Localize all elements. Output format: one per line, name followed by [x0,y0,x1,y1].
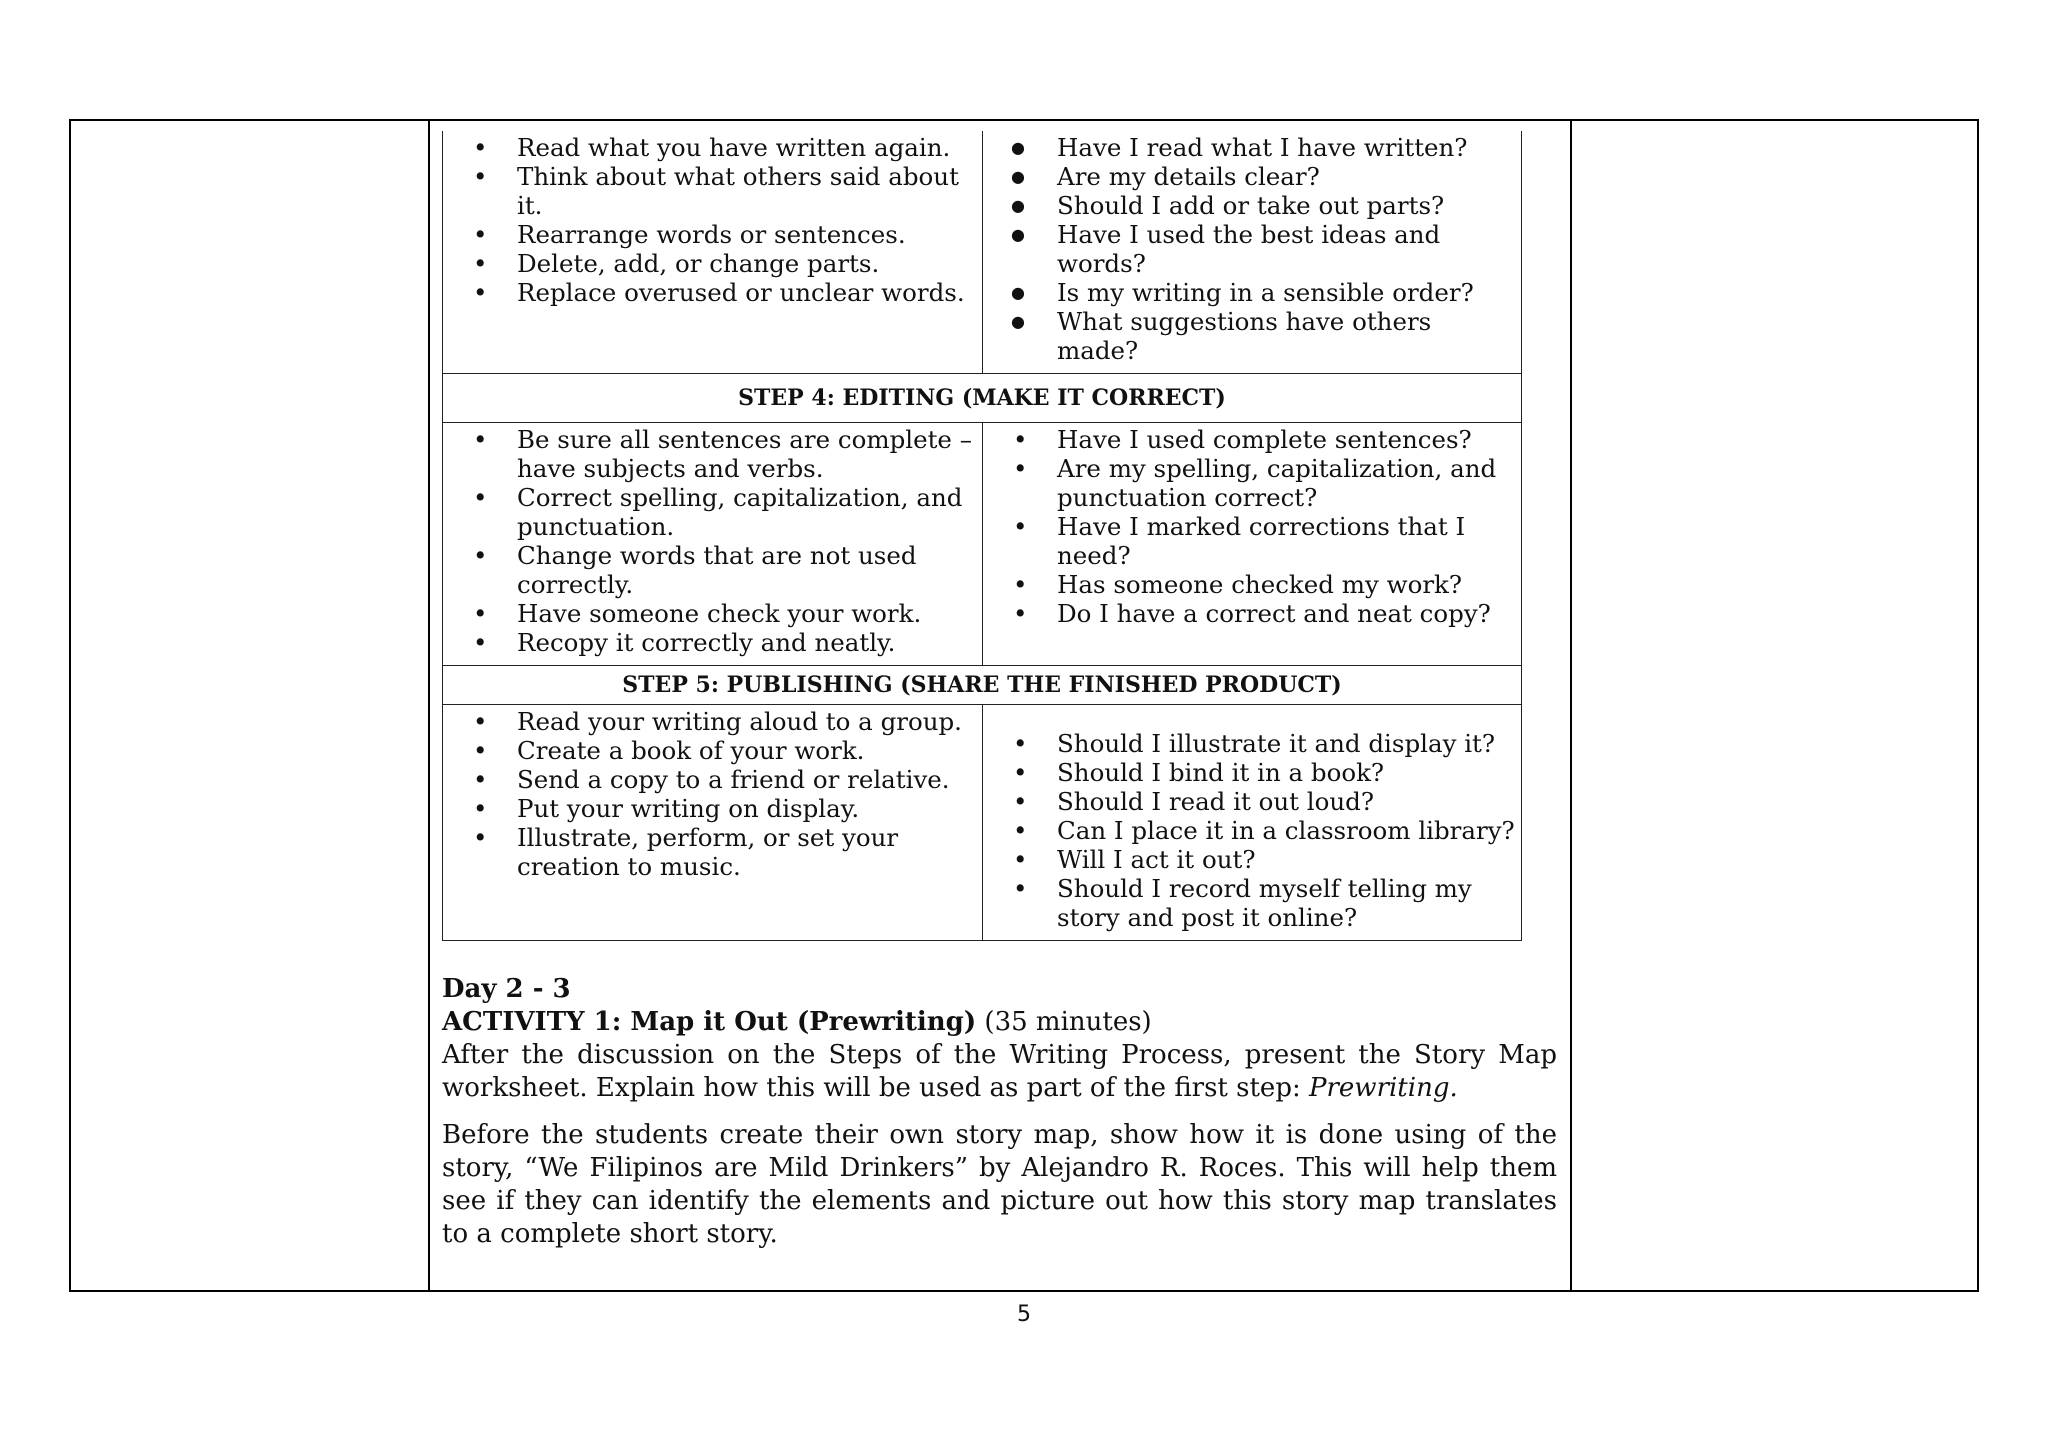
list-item: • Will I act it out? [1057,845,1515,874]
revising-questions-list [989,133,1515,365]
list-item: • Read your writing aloud to a group. [517,707,976,736]
list-item: • Should I read it out loud? [1057,787,1515,816]
revising-tasks-cell [443,131,983,374]
list-item: • Do I have a correct and neat copy? [1057,599,1515,628]
list-item: ● Have I used the best ideas and words? [1057,220,1515,278]
paragraph-1-emphasis: Prewriting. [1309,1073,1458,1103]
main-column [430,121,1572,1290]
editing-questions-list [989,425,1515,628]
list-item: • Have I used complete sentences? [1057,425,1515,454]
page-number: 5 [1017,1302,1031,1327]
right-column [1572,121,1977,1290]
editing-tasks-list [449,425,976,657]
revising-questions-cell [983,131,1522,374]
paragraph-1-text: After the discussion on the Steps of the Writing Process, present the Story Map worksheet. Explain how this will be used as part of the first step: [442,1040,1557,1103]
list-item: • Delete, add, or change parts. [517,249,976,278]
activity-paragraph-2: Before the students create their own story map, show how it is done using of the story, “We Filipinos are Mild Drinkers” by Alejandro R. Roces. This will help them see if they can identify the elements and picture out how this story map translates to a complete short story. [442,1120,1557,1249]
lesson-plan-frame [69,119,1979,1292]
step4-heading: STEP 4: EDITING (MAKE IT CORRECT) [443,374,1522,423]
list-item: • Should I illustrate it and display it? [1057,729,1515,758]
list-item: • Put your writing on display. [517,794,976,823]
list-item: • Be sure all sentences are complete – have subjects and verbs. [517,425,976,483]
list-item: • Send a copy to a friend or relative. [517,765,976,794]
list-item: • Have someone check your work. [517,599,976,628]
list-item: • Think about what others said about it. [517,162,976,220]
list-item: • Has someone checked my work? [1057,570,1515,599]
activity-time: (35 minutes) [976,1007,1152,1037]
activity-paragraph-1 [442,1039,1557,1105]
revising-tasks-list [449,133,976,307]
list-item: ● What suggestions have others made? [1057,307,1515,365]
list-item: • Can I place it in a classroom library? [1057,816,1515,845]
publishing-tasks-list [449,707,976,881]
publishing-tasks-cell [443,705,983,941]
list-item: • Create a book of your work. [517,736,976,765]
list-item: • Are my spelling, capitalization, and punctuation correct? [1057,454,1515,512]
list-item: • Recopy it correctly and neatly. [517,628,976,657]
day-section [442,973,1558,1251]
step5-heading-row [443,666,1522,705]
publishing-row [443,705,1522,941]
list-item: • Change words that are not used correctly. [517,541,976,599]
list-item: • Read what you have written again. [517,133,976,162]
left-column [71,121,430,1290]
list-item: • Replace overused or unclear words. [517,278,976,307]
day-label: Day 2 - 3 [442,974,571,1004]
list-item: ● Have I read what I have written? [1057,133,1515,162]
editing-row [443,423,1522,666]
list-item: • Illustrate, perform, or set your creation to music. [517,823,976,881]
list-item: • Should I record myself telling my story and post it online? [1057,874,1515,932]
list-item: • Have I marked corrections that I need? [1057,512,1515,570]
publishing-questions-cell [983,705,1522,941]
writing-process-table [442,131,1522,941]
activity-title: ACTIVITY 1: Map it Out (Prewriting) [442,1007,977,1037]
revising-row [443,131,1522,374]
list-item: • Rearrange words or sentences. [517,220,976,249]
list-item: • Correct spelling, capitalization, and punctuation. [517,483,976,541]
step4-heading-row [443,374,1522,423]
list-item: ● Are my details clear? [1057,162,1515,191]
activity-heading [442,1006,1558,1039]
editing-tasks-cell [443,423,983,666]
list-item: ● Is my writing in a sensible order? [1057,278,1515,307]
step5-heading: STEP 5: PUBLISHING (SHARE THE FINISHED PRODUCT) [443,666,1522,705]
publishing-questions-list [989,729,1515,932]
list-item: ● Should I add or take out parts? [1057,191,1515,220]
editing-questions-cell [983,423,1522,666]
list-item: • Should I bind it in a book? [1057,758,1515,787]
